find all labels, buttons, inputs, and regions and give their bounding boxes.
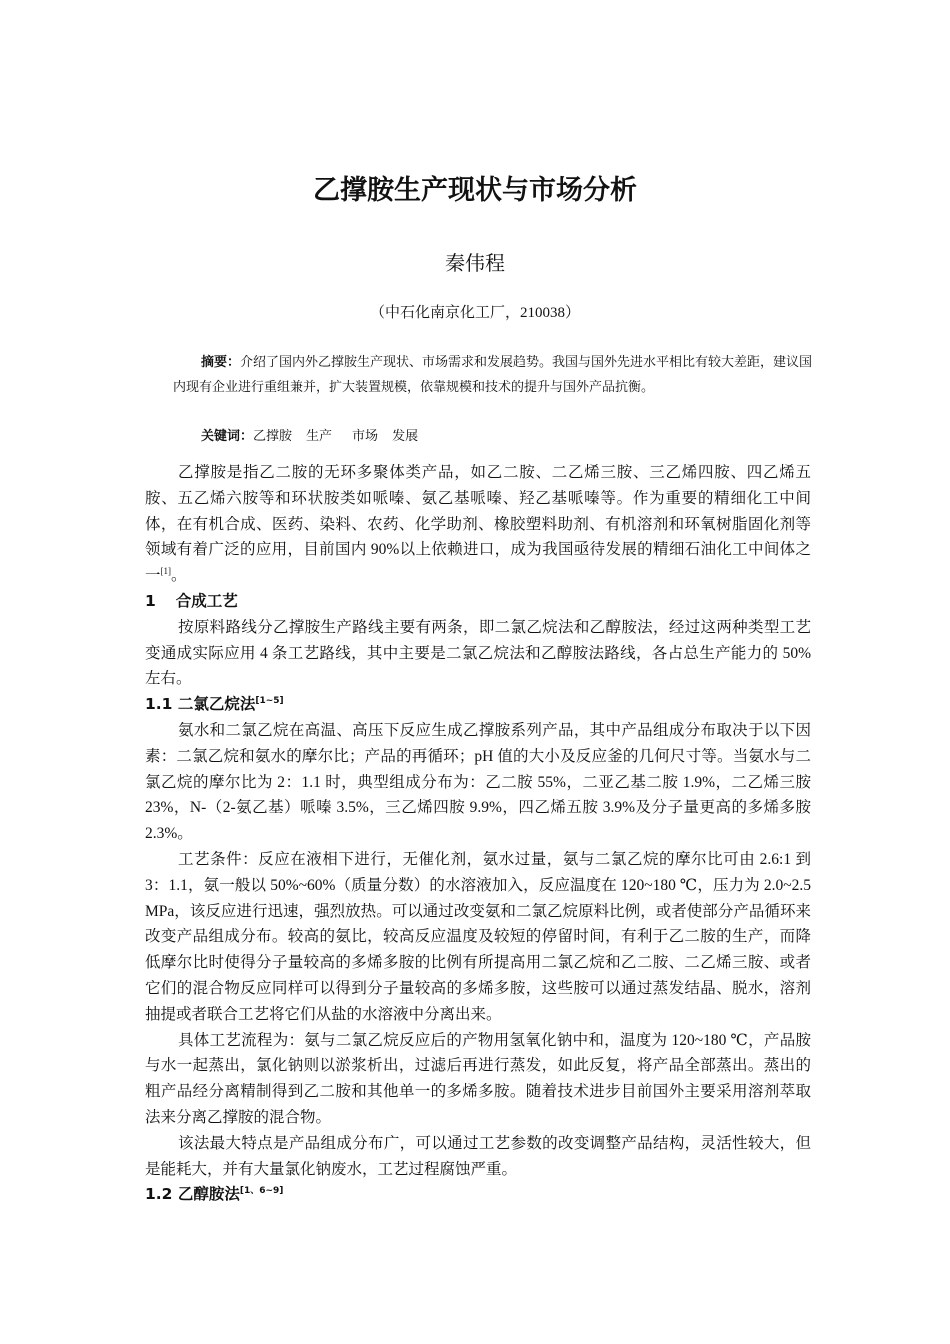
abstract-text: 介绍了国内外乙撑胺生产现状、市场需求和发展趋势。我国与国外先进水平相比有较大差距，建议国内现有企业进行重组兼并，扩大装置规模，依靠规模和技术的提升与国外产品抗衡。 <box>173 355 813 395</box>
intro-end: 。 <box>171 567 187 585</box>
abstract <box>173 350 813 400</box>
citation: [1、6~9] <box>239 1186 284 1197</box>
paper-title: 乙撑胺生产现状与市场分析 <box>313 175 637 206</box>
intro-text: 乙撑胺是指乙二胺的无环多聚体类产品，如乙二胺、二乙烯三胺、三乙烯四胺、四乙烯五胺、五乙烯六胺等和环状胺类如哌嗪、氨乙基哌嗪、羟乙基哌嗪等。作为重要的精细化工中间体，在有机合成、医药、染料、农药、化学助剂、橡胶塑料助剂、有机溶剂和环氧树脂固化剂等领域有着广泛的应用，目前国内 90%以上依赖进口，成为我国亟待发展的精细石油化工中间体之一 <box>145 464 811 585</box>
keyword: 生产 <box>306 429 333 444</box>
paragraph: 工艺条件：反应在液相下进行，无催化剂，氨水过量，氨与二氯乙烷的摩尔比可由 2.6:1 到 3：1.1，氨一般以 50%~60%（质量分数）的水溶液加入，反应温度在 120~180 ℃，压力为 2.0~2.5 MPa，该反应进行迅速，强烈放热。可以通过改变氨和二氯乙烷原料比例，或者使部分产品循环来改变产品组成分布。较高的氨比，较高反应温度及较短的停留时间，有利于乙二胺的生产，而降低摩尔比时使得分子量较高的多烯多胺的比例有所提高用二氯乙烷和乙二胺、二乙烯三胺、或者它们的混合物反应同样可以得到分子量较高的多烯多胺，这些胺可以通过蒸发结晶、脱水，溶剂抽提或者联合工艺将它们从盐的水溶液中分离出来。 <box>145 850 811 1023</box>
section-number: 1 <box>145 591 156 610</box>
affiliation: （中石化南京化工厂，210038） <box>369 305 580 321</box>
abstract-label: 摘要： <box>201 355 241 370</box>
subsection-title: 1.1 二氯乙烷法 <box>145 695 256 714</box>
section-heading <box>145 589 811 615</box>
subsection-heading <box>145 1182 811 1208</box>
paragraph: 按原料路线分乙撑胺生产路线主要有两条，即二氯乙烷法和乙醇胺法，经过这两种类型工艺变通成实际应用 4 条工艺路线，其中主要是二氯乙烷法和乙醇胺法路线，各占总生产能力的 50%左右。 <box>145 618 811 688</box>
citation: [1~5] <box>255 696 284 707</box>
paragraph: 该法最大特点是产品组成分布广，可以通过工艺参数的改变调整产品结构，灵活性较大，但是能耗大，并有大量氯化钠废水，工艺过程腐蚀严重。 <box>145 1134 811 1178</box>
paragraph: 氨水和二氯乙烷在高温、高压下反应生成乙撑胺系列产品，其中产品组成分布取决于以下因素：二氯乙烷和氨水的摩尔比；产品的再循环；pH 值的大小及反应釜的几何尺寸等。当氨水与二氯乙烷的摩尔比为 2：1.1 时，典型组成分布为：乙二胺 55%，二亚乙基二胺 1.9%，二乙烯三胺 23%，N-（2-氨乙基）哌嗪 3.5%，三乙烯四胺 9.9%，四乙烯五胺 3.9%及分子量更高的多烯多胺 2.3%。 <box>145 721 811 843</box>
keywords <box>201 426 801 448</box>
keyword: 市场 <box>352 429 379 444</box>
keywords-label: 关键词： <box>201 429 254 444</box>
citation: [1] <box>160 566 172 577</box>
subsection-title: 1.2 乙醇胺法 <box>145 1185 240 1204</box>
intro-paragraph <box>145 460 811 589</box>
keyword: 乙撑胺 <box>253 429 293 444</box>
author-name: 秦伟程 <box>445 251 505 275</box>
keyword: 发展 <box>392 429 419 444</box>
section-title: 合成工艺 <box>175 591 238 610</box>
subsection-heading <box>145 692 811 718</box>
paragraph: 具体工艺流程为：氨与二氯乙烷反应后的产物用氢氧化钠中和，温度为 120~180 ℃，产品胺与水一起蒸出，氯化钠则以淤浆析出，过滤后再进行蒸发，如此反复，将产品全部蒸出。蒸出的粗产品经分离精制得到乙二胺和其他单一的多烯多胺。随着技术进步目前国外主要采用溶剂萃取法来分离乙撑胺的混合物。 <box>145 1031 811 1126</box>
body-text <box>145 460 811 1208</box>
